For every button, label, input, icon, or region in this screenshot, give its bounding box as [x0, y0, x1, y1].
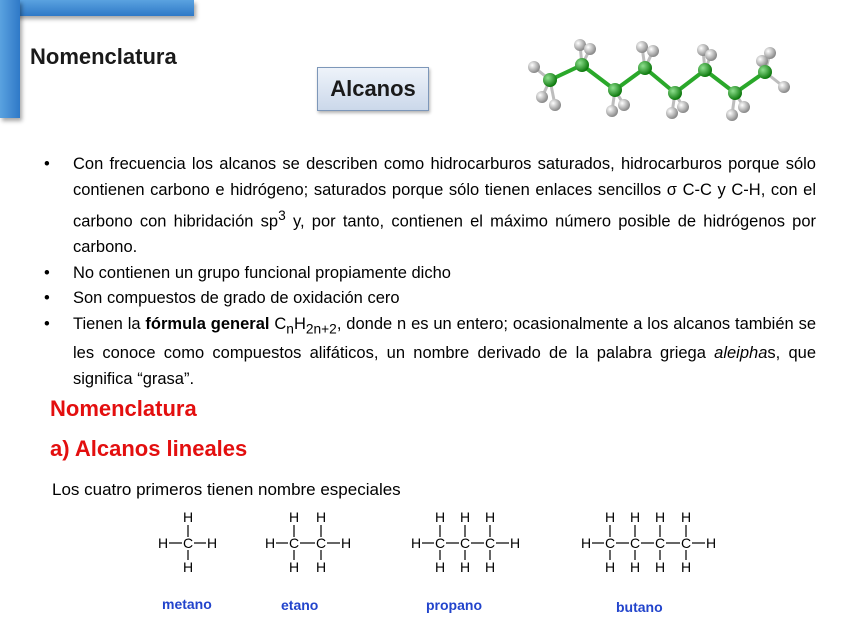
subsection-heading: a) Alcanos lineales	[50, 436, 248, 461]
name-propano: propano	[426, 597, 482, 613]
hydrogen-atom: H	[654, 559, 666, 575]
carbon-atom: C	[459, 535, 471, 551]
octane-molecule-image	[520, 35, 800, 125]
hydrogen-atom: H	[680, 509, 692, 525]
section-heading: Nomenclatura	[50, 396, 197, 421]
hydrogen-atom: H	[288, 509, 300, 525]
bullet-item-3: • Son compuestos de grado de oxidación cero	[44, 286, 816, 312]
hydrogen-atom: H	[182, 509, 194, 525]
corner-bar-top	[0, 0, 194, 16]
hydrogen-atom: H	[264, 535, 276, 551]
hydrogen-atom: H	[206, 535, 218, 551]
hydrogen-atom: H	[340, 535, 352, 551]
hydrogen-atom: H	[288, 559, 300, 575]
name-metano: metano	[162, 596, 212, 612]
hydrogen-atom: H	[680, 559, 692, 575]
hydrogen-atom: H	[484, 509, 496, 525]
carbon-atom: C	[288, 535, 300, 551]
name-etano: etano	[281, 597, 319, 613]
hydrogen-atom: H	[434, 509, 446, 525]
hydrogen-atom: H	[705, 535, 717, 551]
hydrogen-atom: H	[484, 559, 496, 575]
hydrogen-atom: H	[509, 535, 521, 551]
carbon-atom: C	[654, 535, 666, 551]
bullet-item-4: • Tienen la fórmula general $C_nH_{2n+2}$, donde n es un entero; ocasionalmente a los alcanos también se les conoce como compuestos alifáticos, un nombre derivado de la palabra griega aleiphas, que significa “grasa”.	[44, 312, 816, 393]
slide-title: Nomenclatura	[30, 44, 177, 69]
hydrogen-atom: H	[459, 509, 471, 525]
hydrogen-atom: H	[629, 509, 641, 525]
hydrogen-atom: H	[182, 559, 194, 575]
hydrogen-atom: H	[654, 509, 666, 525]
bullet-item-1: • Con frecuencia los alcanos se describen como hidrocarburos saturados, hidrocarburos porque sólo contienen carbono e hidrógeno; saturados porque sólo tienen enlaces sencillos σ C-C y C-H, con el carbono con hibridación $sp^3$ y, por tanto, contienen el máximo número posible de hidrógenos por carbono.	[44, 152, 816, 261]
alcanos-tag	[317, 67, 429, 111]
carbon-atom: C	[629, 535, 641, 551]
hydrogen-atom: H	[315, 559, 327, 575]
name-butano: butano	[616, 599, 663, 615]
carbon-atom: C	[434, 535, 446, 551]
hydrogen-atom: H	[157, 535, 169, 551]
intro-text: Los cuatro primeros tienen nombre especiales	[52, 480, 401, 499]
hydrogen-atom: H	[315, 509, 327, 525]
hydrogen-atom: H	[580, 535, 592, 551]
hydrogen-atom: H	[629, 559, 641, 575]
carbon-atom: C	[680, 535, 692, 551]
formula-label: fórmula general	[145, 314, 270, 333]
structural-formulas	[0, 500, 848, 630]
sp3-superscript: 3	[278, 208, 286, 223]
hydrogen-atom: H	[410, 535, 422, 551]
corner-bar-left	[0, 0, 20, 118]
bullet-item-2: • No contienen un grupo funcional propiamente dicho	[44, 261, 816, 287]
hydrogen-atom: H	[434, 559, 446, 575]
carbon-atom: C	[182, 535, 194, 551]
carbon-atom: C	[484, 535, 496, 551]
formula-group	[158, 509, 716, 575]
carbon-atom: C	[604, 535, 616, 551]
sigma-symbol: σ	[666, 180, 677, 199]
aleipha-word: aleipha	[714, 344, 768, 363]
alcanos-tag-label: Alcanos	[330, 76, 416, 101]
carbon-atom: C	[315, 535, 327, 551]
hydrogen-atom: H	[604, 509, 616, 525]
hydrogen-atom: H	[604, 559, 616, 575]
hydrogen-atom: H	[459, 559, 471, 575]
bullet-list	[44, 152, 816, 392]
